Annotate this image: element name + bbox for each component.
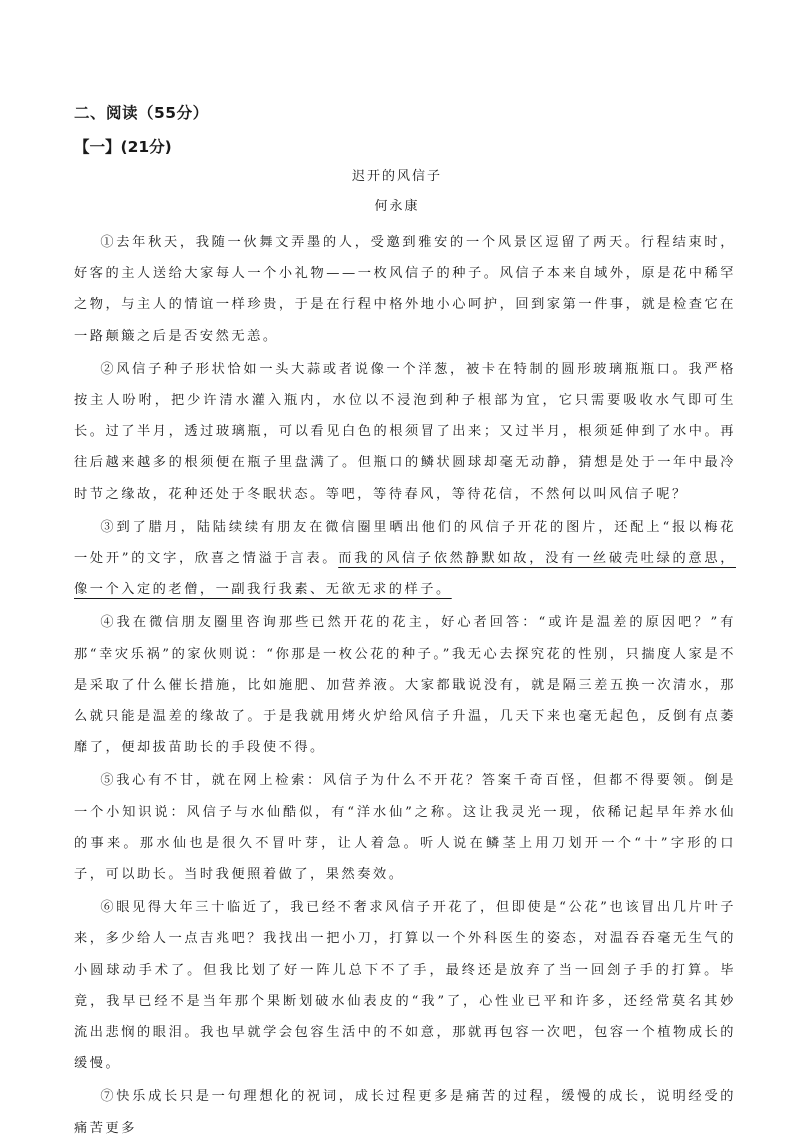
- paragraph-7: ⑦快乐成长只是一句理想化的祝词，成长过程更多是痛苦的过程，缓慢的成长，说明经受的痛苦更多: [74, 1089, 736, 1136]
- part-label: 【一】(21分): [74, 138, 172, 156]
- paragraph-3: [74, 512, 736, 606]
- paragraph-3-text: ③到了腊月，陆陆续续有朋友在微信圈里晒出他们的风信子开花的图片，还配上“报以梅花一处开”的文字，欣喜之情溢于言表。: [74, 519, 736, 567]
- paragraph-2: ②风信子种子形状恰如一头大蒜或者说像一个洋葱，被卡在特制的圆形玻璃瓶瓶口。我严格按主人吩咐，把少许清水灌入瓶内，水位以不浸泡到种子根部为宜，它只需要吸收水气即可生长。过了半月，透过玻璃瓶，可以看见白色的根须冒了出来；又过半月，根须延伸到了水中。再往后越来越多的根须便在瓶子里盘满了。但瓶口的鳞状圆球却毫无动静，猜想是处于一年中最冷时节之缘故，花种还处于冬眠状态。等吧，等待春风，等待花信，不然何以叫风信子呢？: [74, 361, 736, 502]
- paragraph-4: ④我在微信朋友圈里咨询那些已然开花的花主，好心者回答：“或许是温差的原因吧？”有那“幸灾乐祸”的家伙则说：“你那是一枚公花的种子。”我无心去探究花的性别，只揣度人家是不是采取了什么催长措施，比如施肥、加营养液。大家都戢说没有，就是隔三差五换一次清水，那么就只能是温差的缘故了。于是我就用烤火炉给风信子升温，几天下来也毫无起色，反倒有点萎靡了，便却拔苗助长的手段使不得。: [74, 615, 736, 756]
- paragraph-6: ⑥眼见得大年三十临近了，我已经不奢求风信子开花了，但即使是“公花”也该冒出几片叶子来，多少给人一点吉兆吧？我找出一把小刀，打算以一个外科医生的姿态，对温吞吞毫无生气的小圆球动手术了。但我比划了好一阵儿总下不了手，最终还是放弃了当一回刽子手的打算。毕竟，我早已经不是当年那个果断划破水仙表皮的“我”了，心性业已平和许多，还经常莫名其妙流出悲悯的眼泪。我也早就学会包容生活中的不如意，那就再包容一次吧，包容一个植物成长的缓慢。: [74, 900, 736, 1072]
- paragraph-1: ①去年秋天，我随一伙舞文弄墨的人，受邀到雅安的一个风景区逗留了两天。行程结束时，好客的主人送给大家每人一个小礼物——一枚风信子的种子。风信子本来自域外，原是花中稀罕之物，与主人的情谊一样珍贵，于是在行程中格外地小心呵护，回到家第一件事，就是检查它在一路颠簸之后是否安然无恙。: [74, 235, 736, 344]
- paragraph-5: ⑤我心有不甘，就在网上检索：风信子为什么不开花？答案千奇百怪，但都不得要领。倒是一个小知识说：风信子与水仙酷似，有“洋水仙”之称。这让我灵光一现，依稀记起早年养水仙的事来。那水仙也是很久不冒叶芽，让人着急。听人说在鳞茎上用刀划开一个“十”字形的口子，可以助长。当时我便照着做了，果然奏效。: [74, 773, 736, 883]
- article-author: 何永康: [374, 199, 420, 214]
- section-title: 二、阅读（55分）: [74, 104, 209, 122]
- article-title: 迟开的风信子: [351, 169, 442, 184]
- underlined-sentence: 而我的风信子依然静默如故，没有一丝破壳吐绿的意思，像一个入定的老僧，一副我行我素、无欲无求的样子。: [74, 551, 736, 598]
- article-body: [74, 227, 736, 1146]
